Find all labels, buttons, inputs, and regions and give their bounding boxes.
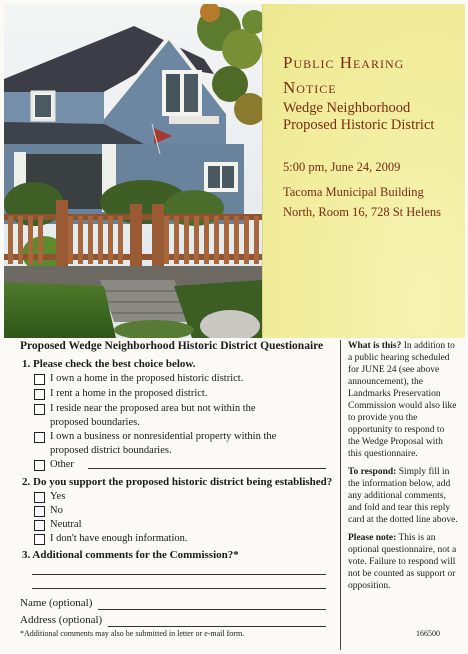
comments-line-1[interactable] [32, 574, 326, 575]
option-label: I own a home in the proposed historic district. [50, 373, 244, 384]
checkbox[interactable] [34, 506, 45, 517]
questionnaire-title: Proposed Wedge Neighborhood Historic District Questionaire [20, 340, 324, 352]
please-note-block [348, 532, 458, 592]
footnote: *Additional comments may also be submitted in letter or e-mail form. [20, 629, 245, 638]
hearing-time: 5:00 pm, June 24, 2009 [283, 160, 401, 174]
q1-option-own-home[interactable] [34, 372, 334, 386]
info-sidebar [348, 340, 458, 598]
q2-option-no[interactable] [34, 504, 334, 518]
q1-option-own-business[interactable] [34, 430, 289, 458]
option-label: I rent a home in the proposed district. [50, 388, 208, 399]
respond-label: To respond: [348, 467, 397, 477]
note-label: Please note: [348, 533, 397, 543]
what-text: In addition to a public hearing scheduled for JUNE 24 (see above announcement), the Landmarks Preservation Commission would also like to provide you the opportunity to respond to the Wedge Proposal with this questionnaire. [348, 341, 457, 459]
option-label: I own a business or nonresidential property within the proposed district boundaries. [50, 431, 277, 456]
checkbox[interactable] [34, 492, 45, 503]
name-label: Name (optional) [20, 597, 93, 609]
option-label: Neutral [50, 519, 82, 530]
notice-title [283, 50, 463, 100]
option-label: I don't have enough information. [50, 533, 188, 544]
notice-panel [262, 4, 465, 338]
q1-option-rent-home[interactable] [34, 387, 334, 401]
notice-subtitle: Wedge Neighborhood Proposed Historic District [283, 100, 435, 133]
q2-option-not-enough-info[interactable] [34, 532, 334, 546]
note-text: This is an optional questionnaire, not a vote. Failure to respond will not be counted as support or opposition. [348, 533, 457, 591]
checkbox[interactable] [34, 374, 45, 385]
respond-text: Simply fill in the information below, add any additional comments, and fold and tear this reply card at the dotted line above. [348, 467, 458, 525]
question-2-heading: 2. Do you support the proposed historic district being established? [22, 476, 333, 488]
what-is-this-block [348, 340, 458, 460]
what-label: What is this? [348, 341, 402, 351]
checkbox[interactable] [34, 404, 45, 415]
address-input-line[interactable] [108, 626, 326, 627]
comments-line-2[interactable] [32, 588, 326, 589]
q2-option-yes[interactable] [34, 490, 334, 504]
house-photo [4, 4, 262, 338]
q1-option-reside-near[interactable] [34, 402, 274, 430]
other-input-line[interactable] [88, 468, 326, 469]
name-input-line[interactable] [98, 609, 326, 610]
location-line1: Tacoma Municipal Building [283, 185, 424, 199]
q2-option-neutral[interactable] [34, 518, 334, 532]
address-label: Address (optional) [20, 614, 103, 626]
notice-title-line2: Notice [283, 78, 337, 97]
question-3-heading: 3. Additional comments for the Commission?* [22, 549, 239, 561]
location-line2: North, Room 16, 728 St Helens [283, 205, 441, 219]
option-label: Other [50, 459, 74, 470]
column-divider [340, 340, 341, 650]
to-respond-block [348, 466, 458, 526]
notice-title-line1: Public Hearing [283, 53, 405, 72]
house-illustration [4, 4, 262, 338]
checkbox[interactable] [34, 432, 45, 443]
form-code: 166500 [416, 629, 440, 638]
checkbox[interactable] [34, 460, 45, 471]
hearing-location [283, 182, 463, 222]
option-label: Yes [50, 491, 66, 502]
checkbox[interactable] [34, 389, 45, 400]
option-label: No [50, 505, 63, 516]
checkbox[interactable] [34, 534, 45, 545]
checkbox[interactable] [34, 520, 45, 531]
q1-option-other[interactable] [34, 458, 334, 472]
question-1-heading: 1. Please check the best choice below. [22, 358, 196, 370]
option-label: I reside near the proposed area but not within the proposed boundaries. [50, 403, 256, 428]
